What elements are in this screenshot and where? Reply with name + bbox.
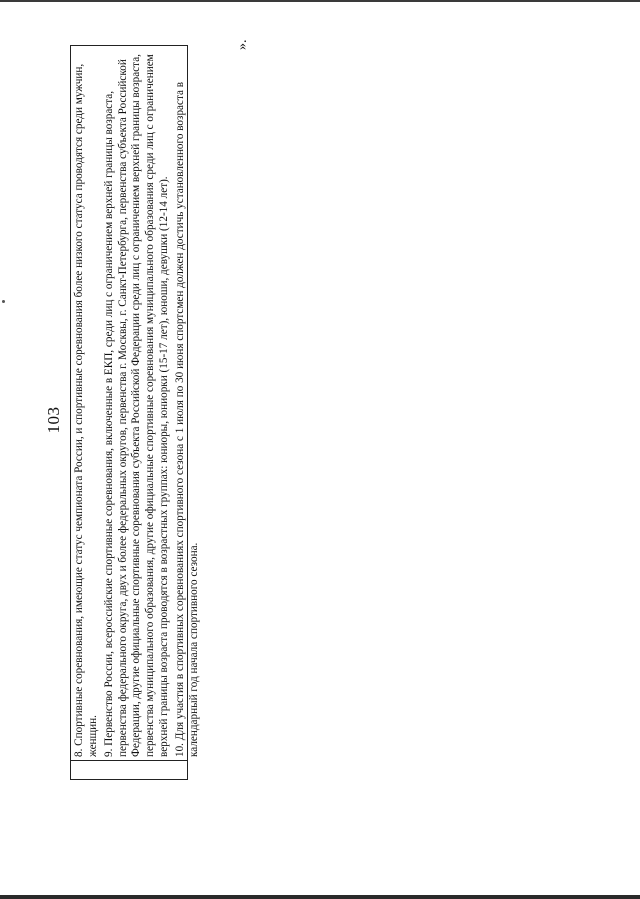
table-left-column (71, 760, 187, 779)
rules-table (70, 45, 200, 780)
rule-item-9: 9. Первенство России, всероссийские спортивные соревнования, включенные в ЕКП, среди лиц с ограничением верхней границы возраста, первенства федерального округа, двух и более федеральных округов, первенства г. Москвы, г. Санкт-Петербурга, первенства субъекта Российской Федерации, другие официальные спортивные соревнования субъекта Российской Федерации среди лиц с ограничением верхней границы возраста, первенства муниципального образования, другие официальные спортивные соревнования муниципального образования среди лиц с ограничением верхней границы возраста проводятся в возрастных группах: юниоры, юниорки (15-17 лет), юноши, девушки (12-14 лет). (103, 54, 170, 757)
table-right-column (73, 52, 200, 757)
scan-edge-bottom (0, 895, 640, 899)
closing-quote-mark: ». (235, 39, 250, 50)
rule-item-10: 10. Для участия в спортивных соревнованиях спортивного сезона с 1 июля по 30 июня спортсмен должен достичь установленного возраста в календарный год начала спортивного сезона. (174, 81, 200, 757)
rule-item-8: 8. Спортивные соревнования, имеющие статус чемпионата России, и спортивные соревнования более низкого статуса проводятся среди мужчин, женщин. (73, 63, 99, 757)
page-number: 103 (44, 406, 63, 434)
